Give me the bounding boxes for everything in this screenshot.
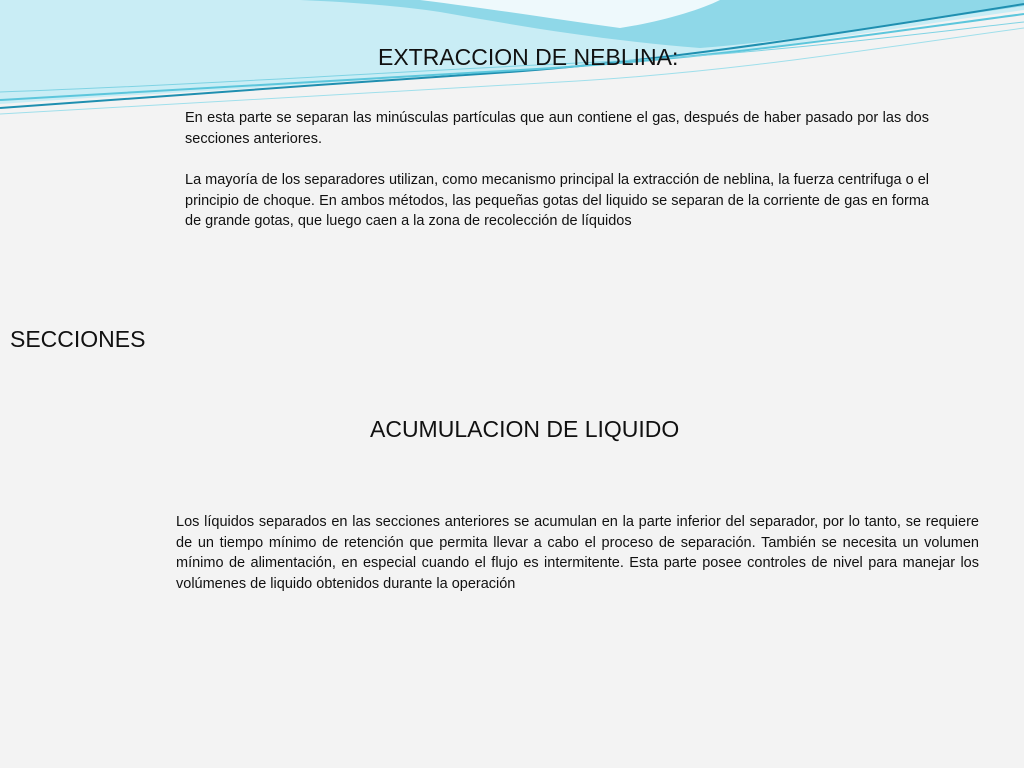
extraccion-paragraph-2: La mayoría de los separadores utilizan, como mecanismo principal la extracción de neblina, la fuerza centrifuga o el principio de choque. En ambos métodos, las pequeñas gotas del liquido se separan de la corriente de gas en forma de grande gotas, que luego caen a la zona de recolección de líquidos xyxy=(185,172,929,229)
slide-title: EXTRACCION DE NEBLINA: xyxy=(378,44,679,70)
acumulacion-paragraph: Los líquidos separados en las secciones anteriores se acumulan en la parte inferior del separador, por lo tanto, se requiere de un tiempo mínimo de retención que permita llevar a cabo el proceso de separación. También se necesita un volumen mínimo de alimentación, en especial cuando el flujo es intermitente. Esta parte posee controles de nivel para manejar los volúmenes de liquido obtenidos durante la operación xyxy=(176,514,979,592)
section-label: SECCIONES xyxy=(10,326,146,352)
extraccion-paragraph-1: En esta parte se separan las minúsculas partículas que aun contiene el gas, después de haber pasado por las dos secciones anteriores. xyxy=(185,110,929,147)
subtitle-acumulacion: ACUMULACION DE LIQUIDO xyxy=(370,416,680,442)
